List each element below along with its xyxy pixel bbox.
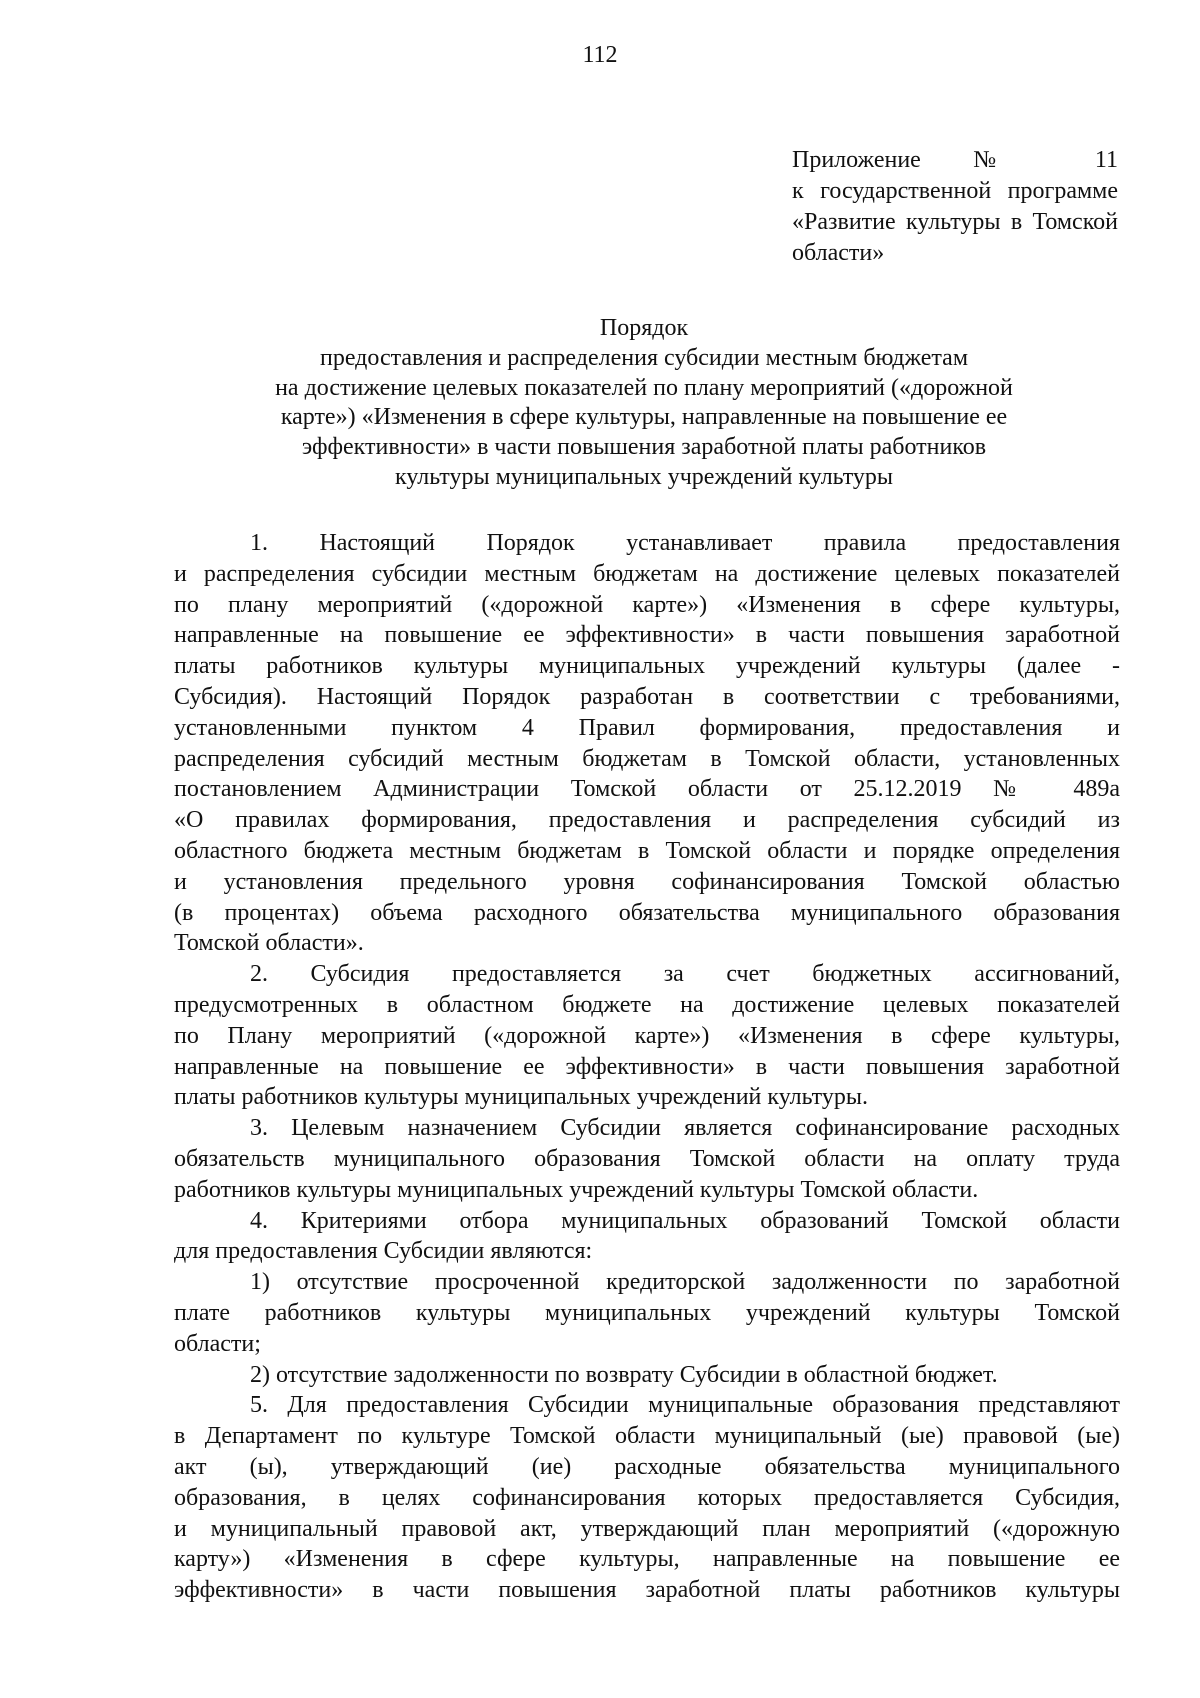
document-body <box>174 528 1120 1606</box>
body-line: Субсидия). Настоящий Порядок разработан в соответствии с требованиями, <box>174 683 1120 710</box>
body-line: плате работников культуры муниципальных учреждений культуры Томской <box>174 1299 1120 1326</box>
body-line: 1) отсутствие просроченной кредиторской задолженности по заработной <box>250 1269 1120 1296</box>
title-line: культуры муниципальных учреждений культуры <box>395 463 893 490</box>
body-line: 1. Настоящий Порядок устанавливает правила предоставления <box>250 530 1120 556</box>
body-line: для предоставления Субсидии являются: <box>174 1238 593 1265</box>
body-line: карту») «Изменения в сфере культуры, направленные на повышение ее <box>174 1546 1120 1573</box>
body-line: образования, в целях софинансирования которых предоставляется Субсидия, <box>174 1484 1120 1511</box>
body-line: и установления предельного уровня софинансирования Томской областью <box>174 868 1120 895</box>
title-line: эффективности» в части повышения заработной платы работников <box>301 434 987 461</box>
document-title <box>170 314 1118 493</box>
body-line: 3. Целевым назначением Субсидии является софинансирование расходных <box>250 1115 1120 1142</box>
body-line: обязательств муниципального образования Томской области на оплату труда <box>174 1145 1120 1172</box>
body-line: по Плану мероприятий («дорожной карте») «Изменения в сфере культуры, <box>174 1022 1120 1049</box>
appendix-line: к государственной программе <box>792 178 1118 204</box>
body-line: и распределения субсидии местным бюджетам на достижение целевых показателей <box>174 560 1120 587</box>
body-line: эффективности» в части повышения заработной платы работников культуры <box>174 1577 1120 1604</box>
body-line: «О правилах формирования, предоставления и распределения субсидий из <box>174 807 1120 834</box>
body-line: 4. Критериями отбора муниципальных образований Томской области <box>250 1207 1120 1234</box>
body-line: 2) отсутствие задолженности по возврату Субсидии в областной бюджет. <box>250 1361 998 1388</box>
title-line: предоставления и распределения субсидии местным бюджетам <box>319 344 969 371</box>
body-line: 5. Для предоставления Субсидии муниципальные образования представляют <box>250 1392 1120 1419</box>
body-line: работников культуры муниципальных учреждений культуры Томской области. <box>174 1176 979 1203</box>
title-line: карте») «Изменения в сфере культуры, направленные на повышение ее <box>280 404 1008 431</box>
body-line: постановлением Администрации Томской области от 25.12.2019 № 489а <box>174 776 1120 803</box>
appendix-note <box>792 145 1118 269</box>
title-heading: Порядок <box>599 315 689 341</box>
body-line: предусмотренных в областном бюджете на достижение целевых показателей <box>174 991 1120 1018</box>
body-line: (в процентах) объема расходного обязательства муниципального образования <box>174 899 1120 926</box>
body-line: по плану мероприятий («дорожной карте») «Изменения в сфере культуры, <box>174 591 1120 618</box>
title-line: на достижение целевых показателей по плану мероприятий («дорожной <box>275 374 1013 401</box>
body-line: в Департамент по культуре Томской области муниципальный (ые) правовой (ые) <box>174 1423 1120 1450</box>
body-line: области; <box>174 1330 261 1357</box>
body-line: и муниципальный правовой акт, утверждающий план мероприятий («дорожную <box>174 1515 1120 1542</box>
body-line: платы работников культуры муниципальных учреждений культуры. <box>174 1084 868 1111</box>
appendix-line: Приложение № 11 <box>792 147 1118 173</box>
body-line: направленные на повышение ее эффективности» в части повышения заработной <box>174 622 1120 649</box>
body-line: установленными пунктом 4 Правил формирования, предоставления и <box>174 714 1120 741</box>
body-line: распределения субсидий местным бюджетам в Томской области, установленных <box>174 745 1120 772</box>
body-line: областного бюджета местным бюджетам в Томской области и порядке определения <box>174 837 1120 864</box>
body-line: 2. Субсидия предоставляется за счет бюджетных ассигнований, <box>250 961 1120 988</box>
body-line: акт (ы), утверждающий (ие) расходные обязательства муниципального <box>174 1453 1120 1480</box>
body-line: платы работников культуры муниципальных учреждений культуры (далее - <box>174 653 1120 680</box>
page-number: 112 <box>582 42 618 68</box>
appendix-line: «Развитие культуры в Томской <box>792 209 1118 235</box>
body-line: направленные на повышение ее эффективности» в части повышения заработной <box>174 1053 1120 1080</box>
appendix-line: области» <box>792 240 885 266</box>
body-line: Томской области». <box>174 930 364 957</box>
